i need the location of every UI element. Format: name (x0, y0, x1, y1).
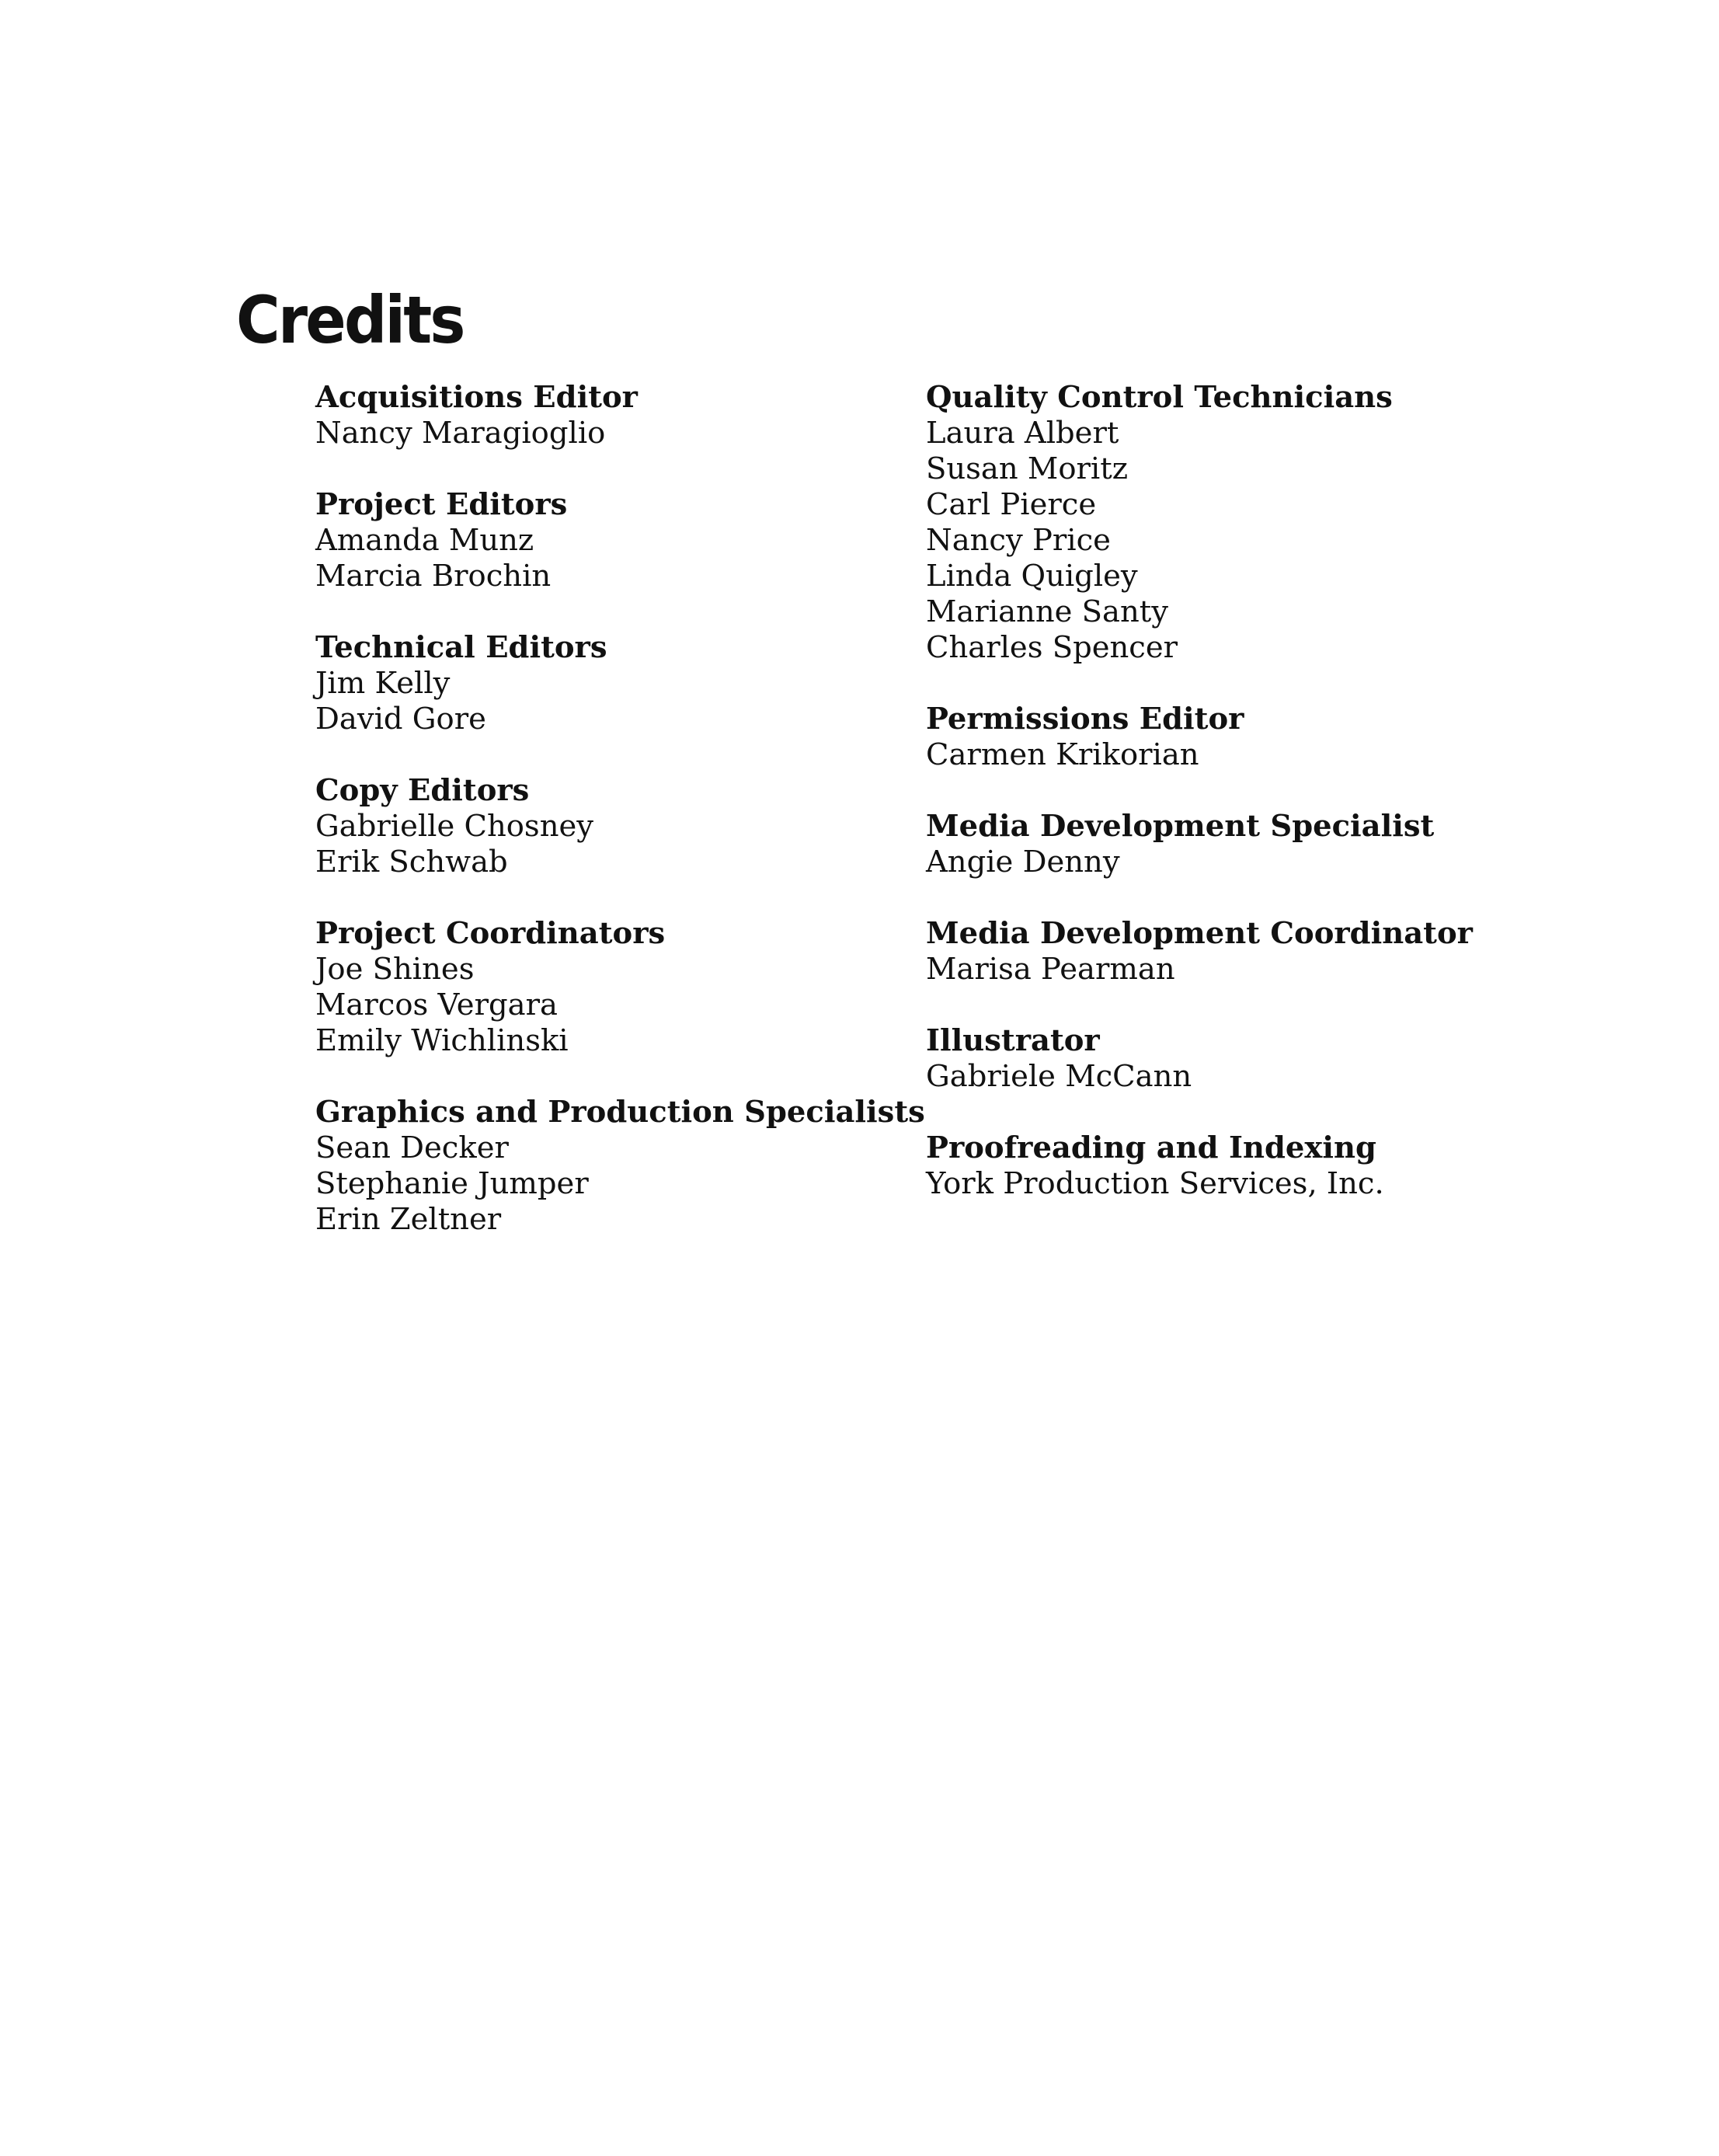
credit-section (926, 1130, 1473, 1202)
credit-name: Jim Kelly (315, 666, 451, 701)
credit-name: York Production Services, Inc. (926, 1166, 1384, 1201)
credit-name: Erik Schwab (315, 845, 508, 879)
credit-role: Media Development Coordinator (926, 916, 1473, 951)
credit-name: Nancy Maragioglio (315, 416, 606, 451)
credit-section (315, 1095, 925, 1238)
credit-role: Technical Editors (315, 630, 607, 665)
credit-section (315, 630, 925, 737)
credit-section (926, 702, 1473, 773)
credit-name: David Gore (315, 702, 486, 737)
credit-section (315, 487, 925, 594)
credit-role: Project Coordinators (315, 916, 666, 951)
credit-section (926, 916, 1473, 987)
credit-section (315, 916, 925, 1059)
credit-name: Amanda Munz (315, 523, 534, 558)
credit-role: Permissions Editor (926, 702, 1244, 737)
credit-name: Angie Denny (926, 845, 1120, 879)
credit-name: Charles Spencer (926, 630, 1178, 665)
credit-name: Nancy Price (926, 523, 1111, 558)
credit-name: Laura Albert (926, 416, 1119, 451)
credit-name: Susan Moritz (926, 451, 1128, 486)
credit-name: Stephanie Jumper (315, 1166, 589, 1201)
credit-name: Sean Decker (315, 1130, 509, 1165)
credit-name: Marianne Santy (926, 594, 1169, 629)
credit-name: Carmen Krikorian (926, 737, 1199, 772)
credit-role: Media Development Specialist (926, 809, 1435, 844)
credit-name: Gabriele McCann (926, 1059, 1192, 1094)
credit-role: Proofreading and Indexing (926, 1130, 1376, 1165)
credits-left-column (315, 380, 925, 1273)
credit-role: Quality Control Technicians (926, 380, 1393, 415)
credit-name: Marcos Vergara (315, 987, 558, 1022)
credit-name: Gabrielle Chosney (315, 809, 594, 844)
credit-section (315, 773, 925, 880)
credit-role: Illustrator (926, 1023, 1100, 1058)
credits-right-column (926, 380, 1473, 1238)
credit-name: Carl Pierce (926, 487, 1097, 522)
credit-name: Marcia Brochin (315, 559, 552, 594)
page-title: Credits (236, 282, 464, 358)
credit-section (926, 1023, 1473, 1095)
credit-section (926, 380, 1473, 666)
credit-name: Joe Shines (315, 952, 475, 987)
credit-role: Acquisitions Editor (315, 380, 638, 415)
credit-role: Graphics and Production Specialists (315, 1095, 925, 1130)
credit-name: Linda Quigley (926, 559, 1138, 594)
credit-name: Erin Zeltner (315, 1202, 502, 1237)
credit-name: Marisa Pearman (926, 952, 1175, 987)
credit-role: Project Editors (315, 487, 568, 522)
credit-section (315, 380, 925, 451)
credit-section (926, 809, 1473, 880)
credit-name: Emily Wichlinski (315, 1023, 569, 1058)
credit-role: Copy Editors (315, 773, 530, 808)
